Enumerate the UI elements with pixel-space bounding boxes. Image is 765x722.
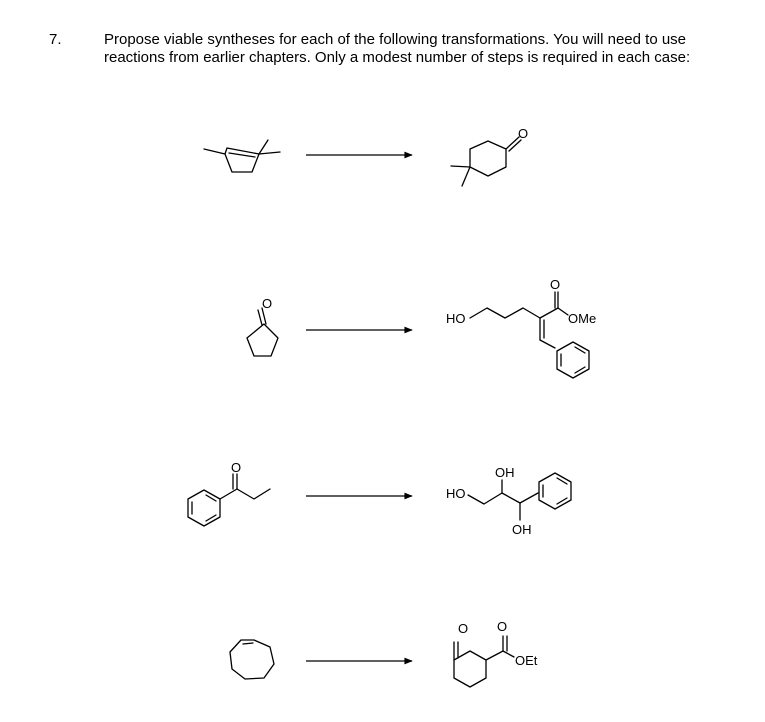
r2-ketone-oxygen-label: O — [262, 296, 273, 311]
reaction-3 — [188, 460, 571, 537]
r2-methoxy-label: OMe — [568, 311, 597, 326]
reaction-1 — [204, 126, 528, 186]
r4-ethoxy-label: OEt — [515, 653, 538, 668]
r2-carbonyl-oxygen-label: O — [550, 277, 561, 292]
r3-product-phenyl-ring — [539, 473, 571, 509]
r3-ho-label: HO — [446, 486, 466, 501]
prompt-line-2: reactions from earlier chapters. Only a modest number of steps is required in each case: — [104, 49, 691, 66]
r3-product — [446, 465, 571, 537]
reaction-2 — [247, 277, 596, 378]
r1-starting-material — [204, 140, 280, 172]
r2-starting-material — [247, 296, 278, 356]
r4-starting-material — [230, 640, 274, 679]
r4-ketone-oxygen-label: O — [458, 621, 469, 636]
r3-ketone-oxygen-label: O — [231, 460, 242, 475]
r3-oh-top-label: OH — [495, 465, 515, 480]
reaction-4 — [230, 619, 538, 687]
prompt-line-1: Propose viable syntheses for each of the following transformations. You will need to use — [104, 31, 687, 48]
r3-starting-material — [188, 460, 270, 526]
r1-oxo-label: O — [518, 126, 529, 141]
r3-oh-bottom-label: OH — [512, 522, 532, 537]
question-number: 7. — [49, 31, 62, 48]
r3-phenyl-ring — [188, 490, 220, 526]
r2-phenyl-ring — [557, 342, 589, 378]
r1-product — [451, 126, 528, 186]
r4-ester-oxygen-label: O — [497, 619, 508, 634]
r2-product — [446, 277, 596, 378]
r4-product — [454, 619, 538, 687]
r2-ho-label: HO — [446, 311, 466, 326]
